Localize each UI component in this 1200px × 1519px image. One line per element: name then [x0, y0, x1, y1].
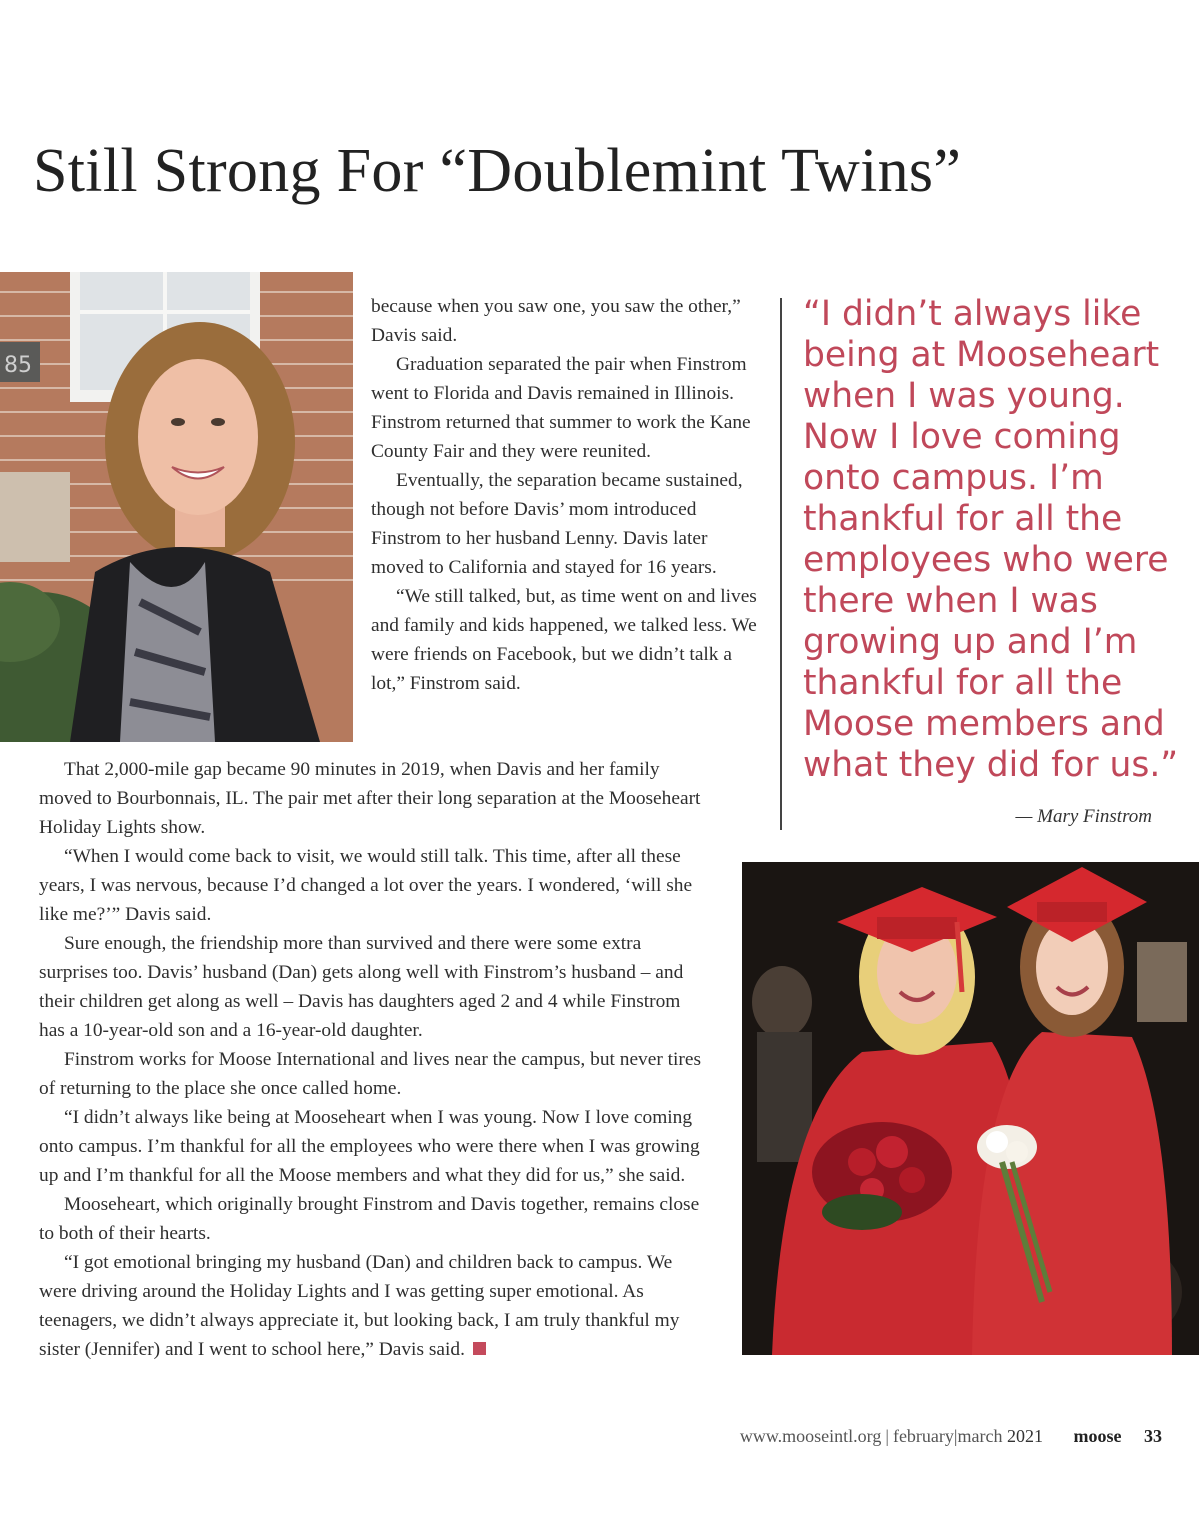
portrait-photo — [0, 272, 353, 742]
footer-year: 2021 — [1007, 1426, 1043, 1446]
footer-separator: | — [885, 1426, 889, 1446]
footer-brand: moose — [1073, 1426, 1122, 1446]
paragraph: That 2,000-mile gap became 90 minutes in 2019, when Davis and her family moved to Bourbonnais, IL. The pair met after their long separation at the Mooseheart Holiday Lights show. — [39, 759, 701, 838]
paragraph: “I didn’t always like being at Mooseheart when I was young. Now I love coming onto campus. I’m thankful for all the employees who were there when I was growing up and I’m thankful for all the Moose members and what they did for us,” she said. — [39, 1107, 700, 1186]
paragraph: “When I would come back to visit, we would still talk. This time, after all these years, I was nervous, because I’d changed a lot over the years. I wondered, ‘will she like me?’” Davis said. — [39, 846, 693, 925]
article-column-top — [371, 292, 763, 698]
paragraph: Mooseheart, which originally brought Finstrom and Davis together, remains close to both of their hearts. — [39, 1194, 700, 1244]
page-footer — [740, 1426, 1162, 1447]
article-headline: Still Strong For “Doublemint Twins” — [33, 137, 962, 205]
svg-text:85: 85 — [4, 353, 32, 378]
paragraph: “We still talked, but, as time went on and lives and family and kids happened, we talked less. We were friends on Facebook, but we didn’t talk a lot,” Finstrom said. — [371, 586, 757, 694]
paragraph-text: “I got emotional bringing my husband (Dan) and children back to campus. We were driving around the Holiday Lights and I was getting super emotional. As teenagers, we didn’t always appreciate it, but looking back, I am truly thankful my sister (Jennifer) and I went to school here,” Davis said. — [39, 1252, 680, 1360]
pull-quote: “I didn’t always like being at Mooseheart when I was young. Now I love coming onto campus. I’m thankful for all the employees who were there when I was growing up and I’m thankful for all the Moose members and what they did for us.” — [803, 294, 1179, 785]
paragraph: Eventually, the separation became sustained, though not before Davis’ mom introduced Finstrom to her husband Lenny. Davis later moved to California and stayed for 16 years. — [371, 470, 743, 578]
end-of-article-mark — [473, 1342, 486, 1355]
page-number: 33 — [1144, 1426, 1162, 1446]
footer-issue: february|march — [892, 1426, 1003, 1446]
footer-url: www.mooseintl.org — [739, 1426, 882, 1446]
article-column-main — [39, 755, 705, 1364]
pull-quote-attribution: — Mary Finstrom — [1015, 806, 1152, 827]
paragraph: because when you saw one, you saw the other,” Davis said. — [371, 296, 741, 346]
pull-quote-rule — [780, 298, 782, 830]
graduation-photo — [742, 862, 1199, 1355]
paragraph: Finstrom works for Moose International and lives near the campus, but never tires of returning to the place she once called home. — [39, 1049, 702, 1099]
paragraph: Sure enough, the friendship more than survived and there were some extra surprises too. Davis’ husband (Dan) gets along well with Finstrom’s husband – and their children get along as well – Davis has daughters aged 2 and 4 while Finstrom has a 10-year-old son and a 16-year-old daughter. — [39, 933, 684, 1041]
paragraph — [39, 1248, 705, 1364]
paragraph: Graduation separated the pair when Finstrom went to Florida and Davis remained in Illinois. Finstrom returned that summer to work the Kane County Fair and they were reunited. — [371, 354, 751, 462]
